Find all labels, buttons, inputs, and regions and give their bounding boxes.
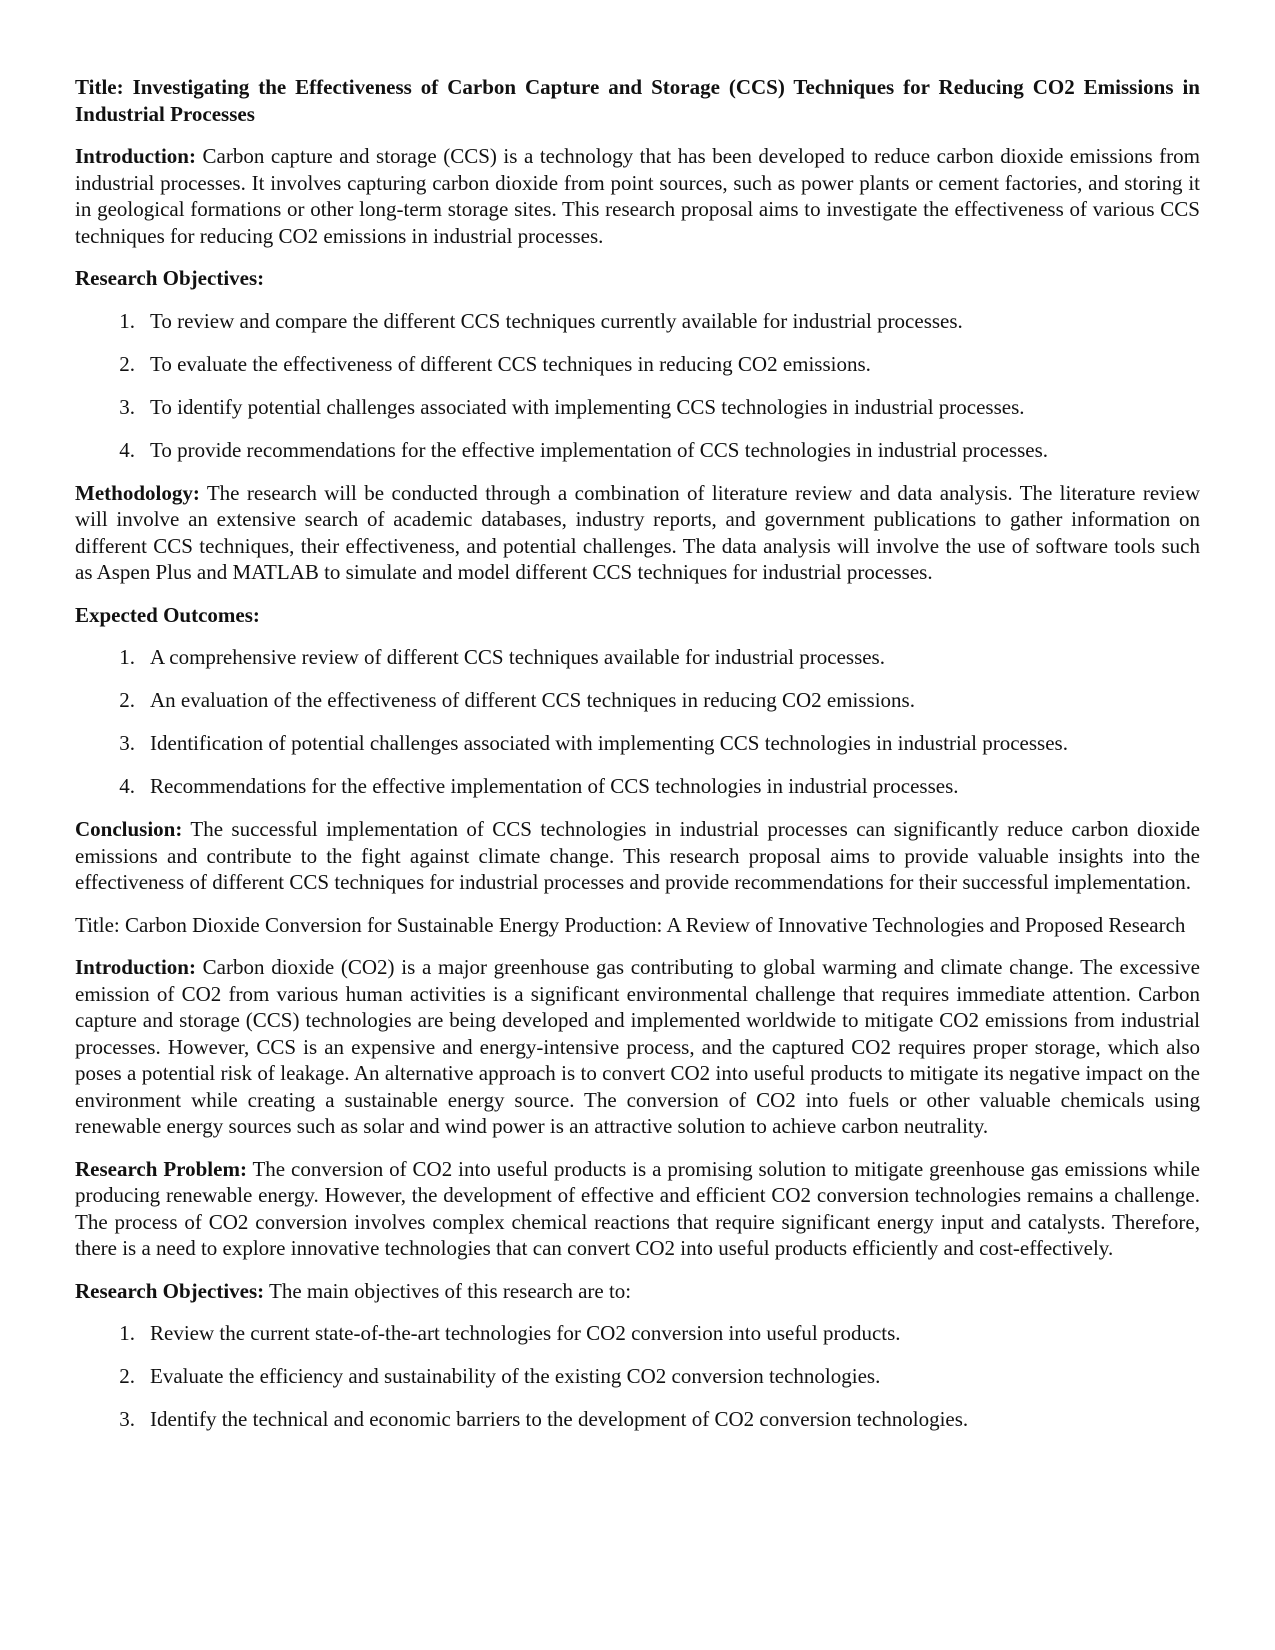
doc1-intro-label: Introduction: xyxy=(75,144,196,168)
list-number: 2. xyxy=(119,688,135,712)
list-item xyxy=(75,687,1200,714)
doc2-objectives-list xyxy=(75,1320,1200,1433)
list-number: 2. xyxy=(119,1364,135,1388)
doc1-objectives-list xyxy=(75,308,1200,464)
list-item xyxy=(75,308,1200,335)
document-page xyxy=(75,74,1200,1449)
doc2-intro-label: Introduction: xyxy=(75,955,196,979)
list-item xyxy=(75,1363,1200,1390)
list-number: 3. xyxy=(119,731,135,755)
list-number: 4. xyxy=(119,774,135,798)
doc1-conclusion-text: The successful implementation of CCS technologies in industrial processes can significantly reduce carbon dioxide emissions and contribute to the fight against climate change. This research proposal aims to provide valuable insights into the effectiveness of different CCS techniques for industrial processes and provide recommendations for their successful implementation. xyxy=(75,817,1200,894)
doc2-research-problem xyxy=(75,1156,1200,1262)
list-number: 2. xyxy=(119,351,135,376)
list-item xyxy=(75,437,1200,464)
list-text: To identify potential challenges associated with implementing CCS technologies in industrial processes. xyxy=(150,394,1025,419)
list-text: Review the current state-of-the-art technologies for CO2 conversion into useful products. xyxy=(150,1321,901,1345)
doc2-problem-text: The conversion of CO2 into useful products is a promising solution to mitigate greenhouse gas emissions while producing renewable energy. However, the development of effective and efficient CO2 conversion technologies remains a challenge. The process of CO2 conversion involves complex chemical reactions that require significant energy input and catalysts. Therefore, there is a need to explore innovative technologies that can convert CO2 into useful products efficiently and cost-effectively. xyxy=(75,1156,1200,1260)
list-item xyxy=(75,351,1200,378)
list-item xyxy=(75,1406,1200,1433)
doc2-problem-label: Research Problem: xyxy=(75,1156,247,1181)
list-number: 3. xyxy=(119,1407,135,1431)
doc1-outcomes-list xyxy=(75,644,1200,800)
doc2-objectives-label: Research Objectives: xyxy=(75,1278,265,1303)
doc2-title: Title: Carbon Dioxide Conversion for Sustainable Energy Production: A Review of Innovative Technologies and Proposed Research xyxy=(75,912,1186,937)
list-text: Evaluate the efficiency and sustainability of the existing CO2 conversion technologies. xyxy=(150,1364,881,1388)
list-number: 4. xyxy=(119,437,135,462)
list-text: A comprehensive review of different CCS techniques available for industrial processes. xyxy=(150,645,885,669)
list-item xyxy=(75,1320,1200,1347)
doc2-introduction xyxy=(75,954,1200,1140)
list-text: Identification of potential challenges associated with implementing CCS technologies in industrial processes. xyxy=(150,731,1068,755)
doc2-objectives-intro xyxy=(75,1278,1200,1305)
list-text: An evaluation of the effectiveness of different CCS techniques in reducing CO2 emissions. xyxy=(150,688,915,712)
doc2-objectives-text: The main objectives of this research are to: xyxy=(264,1278,632,1303)
list-item xyxy=(75,773,1200,800)
list-text: Identify the technical and economic barriers to the development of CO2 conversion technologies. xyxy=(150,1407,969,1431)
doc1-intro-text: Carbon capture and storage (CCS) is a technology that has been developed to reduce carbon dioxide emissions from industrial processes. It involves capturing carbon dioxide from point sources, such as power plants or cement factories, and storing it in geological formations or other long-term storage sites. This research proposal aims to investigate the effectiveness of various CCS techniques for reducing CO2 emissions in industrial processes. xyxy=(75,144,1200,248)
doc1-methodology-label: Methodology: xyxy=(75,480,200,505)
list-item xyxy=(75,644,1200,671)
list-item xyxy=(75,394,1200,421)
doc1-methodology-text: The research will be conducted through a combination of literature review and data analysis. The literature review will involve an extensive search of academic databases, industry reports, and government publications to gather information on different CCS techniques, their effectiveness, and potential challenges. The data analysis will involve the use of software tools such as Aspen Plus and MATLAB to simulate and model different CCS techniques for industrial processes. xyxy=(75,480,1200,584)
list-text: To evaluate the effectiveness of different CCS techniques in reducing CO2 emissions. xyxy=(150,351,871,376)
list-text: To review and compare the different CCS techniques currently available for industrial processes. xyxy=(150,308,963,333)
doc2-intro-text: Carbon dioxide (CO2) is a major greenhouse gas contributing to global warming and climate change. The excessive emission of CO2 from various human activities is a significant environmental challenge that requires immediate attention. Carbon capture and storage (CCS) technologies are being developed and implemented worldwide to mitigate CO2 emissions from industrial processes. However, CCS is an expensive and energy-intensive process, and the captured CO2 requires proper storage, which also poses a potential risk of leakage. An alternative approach is to convert CO2 into useful products to mitigate its negative impact on the environment while creating a sustainable energy source. The conversion of CO2 into fuels or other valuable chemicals using renewable energy sources such as solar and wind power is an attractive solution to achieve carbon neutrality. xyxy=(75,955,1200,1138)
list-text: To provide recommendations for the effective implementation of CCS technologies in industrial processes. xyxy=(150,437,1049,462)
doc1-conclusion xyxy=(75,816,1200,896)
list-number: 1. xyxy=(119,645,135,669)
list-item xyxy=(75,730,1200,757)
doc1-introduction xyxy=(75,143,1200,249)
doc1-title: Title: Investigating the Effectiveness of Carbon Capture and Storage (CCS) Techniques for Reducing CO2 Emissions in Industrial Processes xyxy=(75,75,1200,126)
list-number: 1. xyxy=(119,1321,135,1345)
doc1-methodology xyxy=(75,480,1200,586)
doc1-conclusion-label: Conclusion: xyxy=(75,817,183,841)
doc1-objectives-heading: Research Objectives: xyxy=(75,266,265,290)
list-number: 3. xyxy=(119,394,135,419)
list-text: Recommendations for the effective implementation of CCS technologies in industrial processes. xyxy=(150,774,959,798)
doc1-outcomes-heading: Expected Outcomes: xyxy=(75,602,260,627)
list-number: 1. xyxy=(119,308,135,333)
